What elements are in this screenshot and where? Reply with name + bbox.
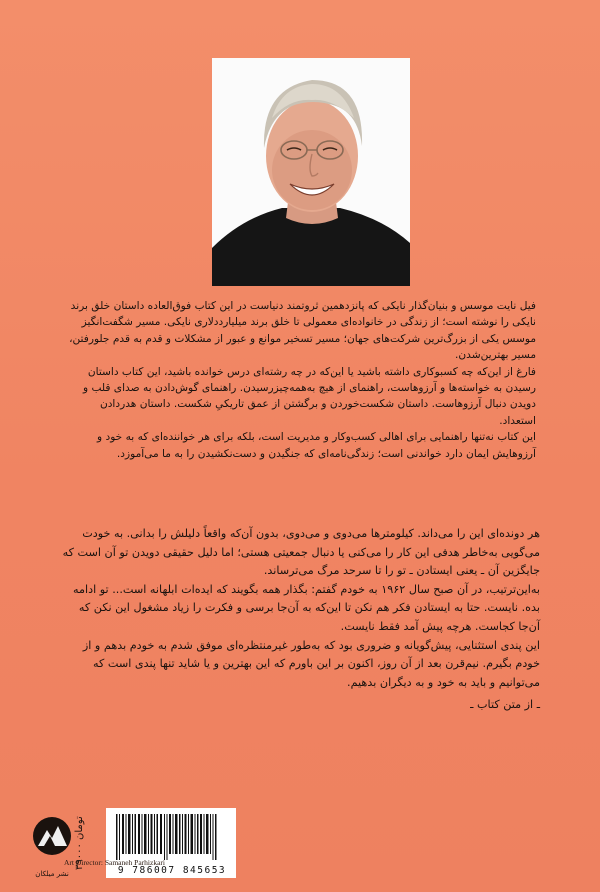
- excerpt-paragraph: به‌این‌ترتیب، در آن صبح سال ۱۹۶۲ به خودم گفتم: بگذار همه بگویند که ایده‌ات ابلهانه است... تو ادامه بده. نایست. حتا به ایستادن فکر هم نکن تا این‌که به آن‌جا برسی و فکرت را زیاد مشغول این نکن که آن‌جا کجاست. هرچه پیش آمد فقط نایست.: [73, 582, 540, 633]
- publisher-name: نشر میلکان: [35, 870, 69, 878]
- price-label: ۳۹۰۰۰ تومان: [74, 816, 85, 870]
- book-excerpt: [62, 525, 540, 715]
- bio-paragraph: فارغ از این‌که چه کسبوکاری داشته باشید یا این‌که در چه رشته‌ای درس خوانده باشید، این کتاب داستان رسیدن به خواسته‌ها و آرزوهاست، راهنمای از هیچ به‌همه‌چیزرسیدن. راهنمای گوش‌دادن به صدای قلب و دویدن دنبال آرزوهاست. داستان شکست‌خوردن و برگشتن از عمق تاریکیِ شکست. داستان هدردادن استعداد.: [82, 365, 536, 427]
- excerpt-source: ـ از متن کتاب ـ: [470, 698, 540, 712]
- isbn-number: 9 786007 845653: [117, 865, 227, 876]
- art-director-credit: Art Director: Samaneh Parhizkari: [64, 858, 166, 867]
- barcode-icon: [106, 808, 236, 864]
- bio-paragraph: فیل نایت موسس و بنیان‌گذار نایکی که پانزدهمین ثروتمند دنیاست در این کتاب فوق‌العاده داستان خلق برند نایکی را نوشته است؛ از زندگی در خانواده‌ای معمولی تا خلق برند میلیارددلاری نایکی. مسیر شگفت‌انگیز موسس یکی از بزرگ‌ترین شرکت‌های جهان؛ مسیر تسخیر موانع و عبور از مشکلات و قدم به قدم جلورفتن، مسیر بهترین‌شدن.: [69, 300, 536, 362]
- author-photo: [212, 58, 410, 286]
- excerpt-paragraph: این پندی استثنایی، پیش‌گویانه و ضروری بود که به‌طور غیرمنتظره‌ای موفق شدم به خودم بدهم و از خودم بگیرم. نیم‌قرن بعد از آن روز، اکنون بر این باورم که این بهترین و یا شاید تنها پندی است که می‌توانیم و باید به خود و به دیگران بدهیم.: [82, 638, 540, 689]
- excerpt-paragraph: هر دونده‌ای این را می‌داند. کیلومترها می‌دوی و می‌دوی، بدون آن‌که واقعاً دلیلش را بدانی. به خودت می‌گویی به‌خاطر هدفی این کار را می‌کنی یا دنبال جمعیتی هستی؛ اما دلیل حقیقی دویدن تو آن است که جایگزین آن ـ یعنی ایستادن ـ تو را تا سرحد مرگ می‌ترساند.: [62, 527, 540, 578]
- author-bio: [64, 298, 536, 462]
- mountain-logo-icon: [32, 812, 72, 864]
- author-portrait-illustration: [212, 58, 410, 286]
- bio-paragraph: این کتاب نه‌تنها راهنمایی برای اهالی کسب‌وکار و مدیریت است، بلکه برای هر خواننده‌ای که به خود و آرزوهایش ایمان دارد خواندنی است؛ زندگی‌نامه‌ای که جنگیدن و دست‌نکشیدن را به ما می‌آموزد.: [97, 431, 536, 460]
